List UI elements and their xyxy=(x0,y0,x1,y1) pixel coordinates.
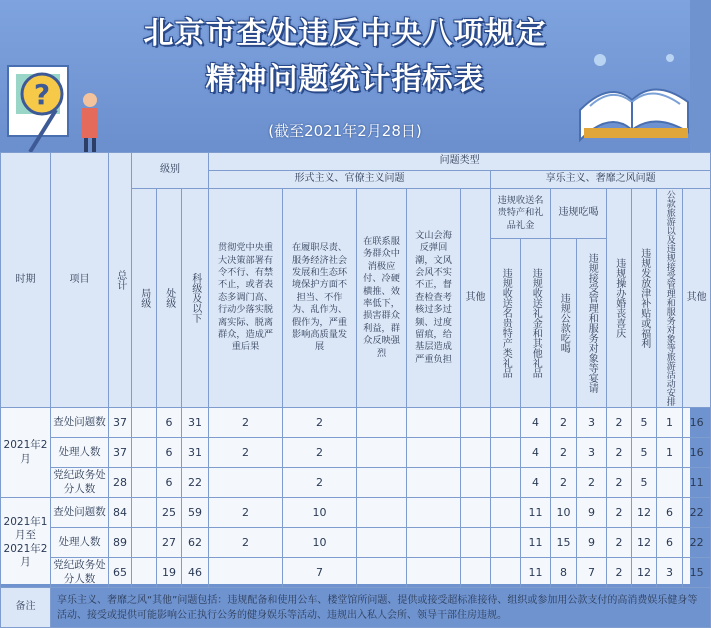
formalism-cell xyxy=(357,468,407,498)
formalism-cell xyxy=(461,528,491,558)
formalism-cell: 2 xyxy=(283,438,357,468)
hedonism-col-wedding xyxy=(607,189,632,408)
formalism-cell xyxy=(407,528,461,558)
level-cell: 46 xyxy=(182,558,209,588)
hedonism-cell xyxy=(491,558,521,588)
col-total-label: 总计 xyxy=(114,270,126,290)
level-cell: 59 xyxy=(182,498,209,528)
formalism-cell xyxy=(407,498,461,528)
total-cell: 37 xyxy=(109,408,132,438)
formalism-cell xyxy=(461,558,491,588)
formalism-cell xyxy=(357,408,407,438)
hedonism-cell: 2 xyxy=(607,528,632,558)
hedonism-cell: 1 xyxy=(657,438,683,468)
formalism-cell xyxy=(407,408,461,438)
hedonism-cell: 15 xyxy=(551,528,577,558)
col-total-header xyxy=(109,153,132,408)
hedonism-cell: 11 xyxy=(521,558,551,588)
hedonism-cell: 4 xyxy=(521,468,551,498)
level-cell: 31 xyxy=(182,408,209,438)
total-cell: 28 xyxy=(109,468,132,498)
hedonism-col-banquet xyxy=(577,238,607,407)
note-label: 备注 xyxy=(1,588,51,628)
level-cell: 6 xyxy=(157,468,182,498)
stats-table xyxy=(0,152,711,628)
group-hedonism-header: 享乐主义、奢靡之风问题 xyxy=(491,171,711,189)
page-title-line-2: 精神问题统计指标表 xyxy=(205,62,485,97)
row-item-label: 查处问题数 xyxy=(51,408,109,438)
hedonism-cell: 6 xyxy=(657,498,683,528)
hedonism-cell: 22 xyxy=(683,498,711,528)
formalism-cell xyxy=(407,438,461,468)
row-item-label: 党纪政务处分人数 xyxy=(51,468,109,498)
hedonism-cell: 2 xyxy=(607,468,632,498)
hedonism-cell: 2 xyxy=(577,468,607,498)
col-problem-type-header: 问题类型 xyxy=(209,153,711,171)
formalism-cell: 7 xyxy=(283,558,357,588)
level-cell: 22 xyxy=(182,468,209,498)
level-cell: 31 xyxy=(182,438,209,468)
row-item-label: 党纪政务处分人数 xyxy=(51,558,109,588)
formalism-cell: 2 xyxy=(209,498,283,528)
level-cell xyxy=(132,408,157,438)
hedonism-col-subsidy xyxy=(632,189,657,408)
formalism-cell: 2 xyxy=(283,468,357,498)
hedonism-cell: 3 xyxy=(577,438,607,468)
level-cell: 25 xyxy=(157,498,182,528)
row-item-label: 处理人数 xyxy=(51,528,109,558)
table-row xyxy=(1,468,711,498)
header-banner xyxy=(0,0,690,152)
group-formalism-header: 形式主义、官僚主义问题 xyxy=(209,171,491,189)
hedonism-cell: 2 xyxy=(551,408,577,438)
hedonism-cell: 12 xyxy=(632,528,657,558)
hedonism-col-label: 违规公款吃喝 xyxy=(558,292,570,353)
table-row xyxy=(1,528,711,558)
svg-text:?: ? xyxy=(33,78,51,111)
sub-gift-header: 违规收送名贵特产和礼品礼金 xyxy=(491,189,551,239)
col-level-header: 级别 xyxy=(132,153,209,189)
hedonism-col-label: 违规发放津补贴或福利 xyxy=(638,248,650,348)
hedonism-cell: 3 xyxy=(577,408,607,438)
formalism-col-3: 在联系服务群众中消极应付、冷硬横推、效率低下，损害群众利益，群众反映强烈 xyxy=(357,189,407,408)
hedonism-cell xyxy=(491,498,521,528)
hedonism-cell: 11 xyxy=(683,468,711,498)
hedonism-cell: 9 xyxy=(577,498,607,528)
hedonism-cell: 2 xyxy=(607,408,632,438)
col-period-header: 时期 xyxy=(1,153,51,408)
hedonism-col-label: 违规操办婚丧喜庆 xyxy=(613,258,625,338)
hedonism-cell: 2 xyxy=(551,468,577,498)
level-col-label: 科级及以下 xyxy=(189,273,201,323)
hedonism-cell: 3 xyxy=(657,558,683,588)
level-col-label: 处级 xyxy=(163,288,175,308)
table-row xyxy=(1,558,711,588)
formalism-col-other: 其他 xyxy=(461,189,491,408)
formalism-cell xyxy=(407,468,461,498)
sub-eat-header: 违规吃喝 xyxy=(551,189,607,239)
level-col-division xyxy=(157,189,182,408)
period-label: 2021年2月 xyxy=(1,408,51,498)
level-col-bureau xyxy=(132,189,157,408)
formalism-cell: 2 xyxy=(209,528,283,558)
hedonism-col-label: 违规收送名贵特产类礼品 xyxy=(500,267,512,378)
formalism-cell xyxy=(209,558,283,588)
hedonism-cell: 10 xyxy=(551,498,577,528)
total-cell: 37 xyxy=(109,438,132,468)
hedonism-cell: 2 xyxy=(607,498,632,528)
formalism-cell xyxy=(357,438,407,468)
level-cell xyxy=(132,558,157,588)
formalism-cell xyxy=(461,438,491,468)
hedonism-cell: 15 xyxy=(683,558,711,588)
hedonism-cell: 11 xyxy=(521,528,551,558)
hedonism-col-other: 其他 xyxy=(683,189,711,408)
period-label: 2021年1月至2021年2月 xyxy=(1,498,51,588)
hedonism-col-gift-money xyxy=(521,238,551,407)
level-cell xyxy=(132,528,157,558)
col-item-header: 项目 xyxy=(51,153,109,408)
formalism-cell: 2 xyxy=(209,408,283,438)
formalism-cell xyxy=(407,558,461,588)
hedonism-cell xyxy=(491,528,521,558)
hedonism-cell: 16 xyxy=(683,438,711,468)
hedonism-col-travel xyxy=(657,189,683,408)
hedonism-cell xyxy=(657,468,683,498)
formalism-cell xyxy=(357,498,407,528)
hedonism-cell: 2 xyxy=(551,438,577,468)
level-col-label: 局级 xyxy=(138,288,150,308)
table-row xyxy=(1,438,711,468)
formalism-cell xyxy=(461,468,491,498)
table-row xyxy=(1,498,711,528)
hedonism-col-label: 违规收送礼金和其他礼品 xyxy=(530,267,542,378)
page-title-line-1: 北京市查处违反中央八项规定 xyxy=(143,16,547,51)
level-cell xyxy=(132,438,157,468)
formalism-col-1: 贯彻党中央重大决策部署有令不行、有禁不止，或者表态多调门高、行动少落实脱离实际、脱离群众，造成严重后果 xyxy=(209,189,283,408)
hedonism-cell xyxy=(491,408,521,438)
level-cell: 62 xyxy=(182,528,209,558)
level-cell xyxy=(132,468,157,498)
level-cell xyxy=(132,498,157,528)
formalism-cell xyxy=(357,558,407,588)
total-cell: 65 xyxy=(109,558,132,588)
formalism-cell xyxy=(461,408,491,438)
hedonism-cell: 4 xyxy=(521,408,551,438)
hedonism-cell: 22 xyxy=(683,528,711,558)
formalism-cell xyxy=(209,468,283,498)
formalism-cell: 10 xyxy=(283,528,357,558)
hedonism-cell: 12 xyxy=(632,558,657,588)
formalism-cell: 2 xyxy=(209,438,283,468)
hedonism-cell: 5 xyxy=(632,438,657,468)
formalism-col-4: 文山会海反弹回潮，文风会风不实不正，督查检查考核过多过频、过度留痕，给基层造成严重负担 xyxy=(407,189,461,408)
level-cell: 6 xyxy=(157,438,182,468)
formalism-col-2: 在履职尽责、服务经济社会发展和生态环境保护方面不担当、不作为、乱作为、假作为，严重影响高质量发展 xyxy=(283,189,357,408)
hedonism-col-gift-specialty xyxy=(491,238,521,407)
total-cell: 89 xyxy=(109,528,132,558)
hedonism-cell: 8 xyxy=(551,558,577,588)
formalism-cell xyxy=(461,498,491,528)
stats-table-container xyxy=(0,152,707,621)
row-item-label: 处理人数 xyxy=(51,438,109,468)
hedonism-col-public-dining xyxy=(551,238,577,407)
row-item-label: 查处问题数 xyxy=(51,498,109,528)
hedonism-cell xyxy=(491,468,521,498)
hedonism-cell: 6 xyxy=(657,528,683,558)
hedonism-cell xyxy=(491,438,521,468)
hedonism-cell: 12 xyxy=(632,498,657,528)
hedonism-cell: 2 xyxy=(607,558,632,588)
formalism-cell: 2 xyxy=(283,408,357,438)
hedonism-cell: 4 xyxy=(521,438,551,468)
hedonism-col-label: 违规接受管理和服务对象等宴请 xyxy=(586,252,598,393)
hedonism-cell: 1 xyxy=(657,408,683,438)
level-col-section xyxy=(182,189,209,408)
page-subtitle: (截至2021年2月28日) xyxy=(268,122,422,140)
hedonism-cell: 7 xyxy=(577,558,607,588)
hedonism-cell: 2 xyxy=(607,438,632,468)
hedonism-cell: 9 xyxy=(577,528,607,558)
hedonism-cell: 5 xyxy=(632,408,657,438)
hedonism-cell: 11 xyxy=(521,498,551,528)
hedonism-cell: 5 xyxy=(632,468,657,498)
level-cell: 27 xyxy=(157,528,182,558)
hedonism-col-label: 公款旅游以及违规接受管理和服务对象等旅游活动安排 xyxy=(664,190,675,406)
note-text: 享乐主义、奢靡之风“其他”问题包括：违规配备和使用公车、楼堂馆所问题、提供或接受超标准接待、组织或参加用公款支付的高消费娱乐健身等活动、接受或提供可能影响公正执行公务的健身娱乐等活动、违规出入私人会所、领导干部住房违规。 xyxy=(51,588,711,628)
formalism-cell xyxy=(357,528,407,558)
total-cell: 84 xyxy=(109,498,132,528)
level-cell: 6 xyxy=(157,408,182,438)
hedonism-cell: 16 xyxy=(683,408,711,438)
formalism-cell: 10 xyxy=(283,498,357,528)
table-row xyxy=(1,408,711,438)
level-cell: 19 xyxy=(157,558,182,588)
